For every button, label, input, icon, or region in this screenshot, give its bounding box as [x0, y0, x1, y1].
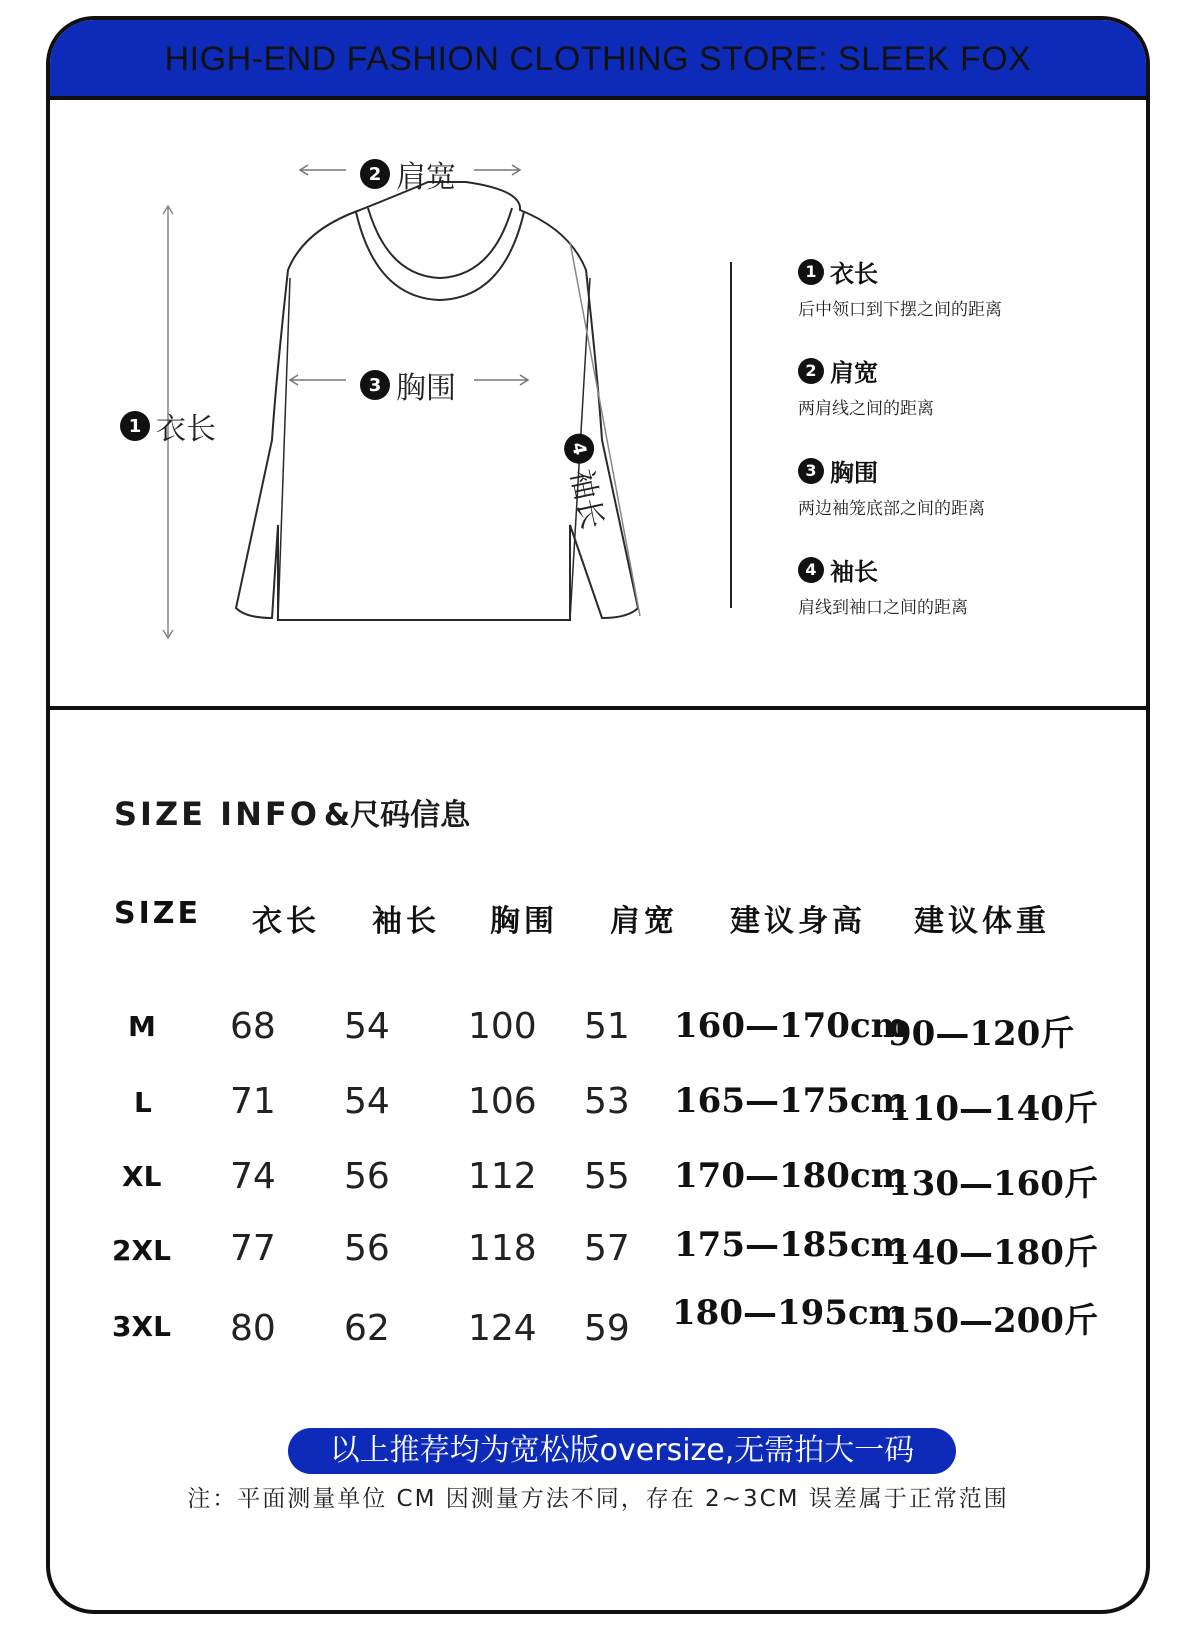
table-cell-chest: 112 — [468, 1156, 537, 1197]
table-cell-shoulder: 57 — [584, 1228, 630, 1269]
table-cell-shoulder: 51 — [584, 1006, 630, 1047]
measurement-note: 注：平面测量单位 CM 因测量方法不同，存在 2~3CM 误差属于正常范围 — [187, 1486, 1009, 1512]
legend-desc: 肩线到袖口之间的距离 — [798, 598, 968, 618]
table-cell-weight: 150—200斤 — [888, 1301, 1098, 1341]
col-header-size: SIZE — [114, 896, 202, 931]
legend-title: 衣长 — [830, 260, 878, 288]
table-cell-shoulder: 55 — [584, 1156, 630, 1197]
col-header-height: 建议身高 — [730, 904, 866, 939]
number-badge-icon: 3 — [360, 370, 390, 400]
chest-dim-label — [360, 363, 456, 407]
size-info-heading — [114, 790, 470, 834]
col-header-shoulder: 肩宽 — [610, 904, 678, 939]
table-cell-height: 170—180cm — [674, 1156, 907, 1196]
col-header-length: 衣长 — [252, 904, 320, 939]
table-cell-weight: 130—160斤 — [888, 1164, 1098, 1204]
number-badge-icon: 2 — [360, 159, 390, 189]
number-badge-icon: 2 — [798, 358, 824, 384]
table-cell-length: 77 — [230, 1228, 276, 1269]
col-header-sleeve: 袖长 — [372, 904, 440, 939]
table-cell-size: M — [128, 1010, 156, 1043]
col-header-chest: 胸围 — [490, 904, 558, 939]
table-cell-height: 180—195cm — [672, 1293, 905, 1333]
col-header-weight: 建议体重 — [914, 904, 1050, 939]
table-cell-size: XL — [122, 1160, 162, 1193]
table-cell-sleeve: 54 — [344, 1006, 390, 1047]
table-cell-chest: 118 — [468, 1228, 537, 1269]
heading-cn: &尺码信息 — [323, 798, 471, 833]
table-cell-length: 74 — [230, 1156, 276, 1197]
number-badge-icon: 3 — [798, 458, 824, 484]
table-cell-length: 68 — [230, 1006, 276, 1047]
legend-item-shoulder — [798, 353, 934, 419]
legend-desc: 两肩线之间的距离 — [798, 399, 934, 419]
legend-item-length — [798, 254, 1002, 320]
table-cell-sleeve: 62 — [344, 1308, 390, 1349]
oversize-notice-pill: 以上推荐均为宽松版oversize,无需拍大一码 — [288, 1428, 956, 1474]
heading-en: SIZE INFO — [114, 795, 320, 833]
table-cell-sleeve: 54 — [344, 1081, 390, 1122]
legend-title: 肩宽 — [830, 359, 878, 387]
table-cell-sleeve: 56 — [344, 1156, 390, 1197]
table-cell-shoulder: 53 — [584, 1081, 630, 1122]
table-cell-chest: 124 — [468, 1308, 537, 1349]
shoulder-dim-label — [360, 152, 456, 196]
legend-desc: 后中领口到下摆之间的距离 — [798, 300, 1002, 320]
table-cell-weight: 90—120斤 — [888, 1014, 1075, 1054]
table-cell-length: 71 — [230, 1081, 276, 1122]
legend-title: 袖长 — [830, 558, 878, 586]
legend-divider — [730, 262, 732, 608]
table-cell-chest: 106 — [468, 1081, 537, 1122]
table-cell-size: 2XL — [112, 1234, 171, 1267]
number-badge-icon: 1 — [798, 259, 824, 285]
shoulder-dim-text: 肩宽 — [396, 160, 456, 195]
number-badge-icon: 4 — [798, 557, 824, 583]
table-cell-length: 80 — [230, 1308, 276, 1349]
table-cell-sleeve: 56 — [344, 1228, 390, 1269]
length-dim-text: 衣长 — [156, 412, 216, 447]
section-divider — [50, 706, 1146, 710]
table-cell-size: 3XL — [112, 1310, 171, 1343]
legend-title: 胸围 — [830, 459, 878, 487]
table-cell-shoulder: 59 — [584, 1308, 630, 1349]
table-cell-height: 160—170cm — [674, 1006, 907, 1046]
table-cell-weight: 110—140斤 — [888, 1089, 1098, 1129]
table-cell-height: 175—185cm — [674, 1225, 907, 1265]
table-cell-height: 165—175cm — [674, 1081, 907, 1121]
table-cell-weight: 140—180斤 — [888, 1233, 1098, 1273]
number-badge-icon: 1 — [120, 411, 150, 441]
legend-desc: 两边袖笼底部之间的距离 — [798, 499, 985, 519]
length-dim-label — [120, 404, 216, 448]
size-chart-card — [46, 16, 1150, 1614]
chest-dim-text: 胸围 — [396, 371, 456, 406]
table-cell-chest: 100 — [468, 1006, 537, 1047]
number-badge-icon: 4 — [561, 431, 597, 467]
legend-item-chest — [798, 453, 985, 519]
sleeve-dim-text: 袖长 — [562, 466, 610, 533]
garment-diagram — [50, 20, 1150, 710]
store-title: HIGH-END FASHION CLOTHING STORE: SLEEK FOX — [164, 40, 1032, 78]
table-cell-size: L — [134, 1086, 152, 1119]
legend-item-sleeve — [798, 552, 968, 618]
